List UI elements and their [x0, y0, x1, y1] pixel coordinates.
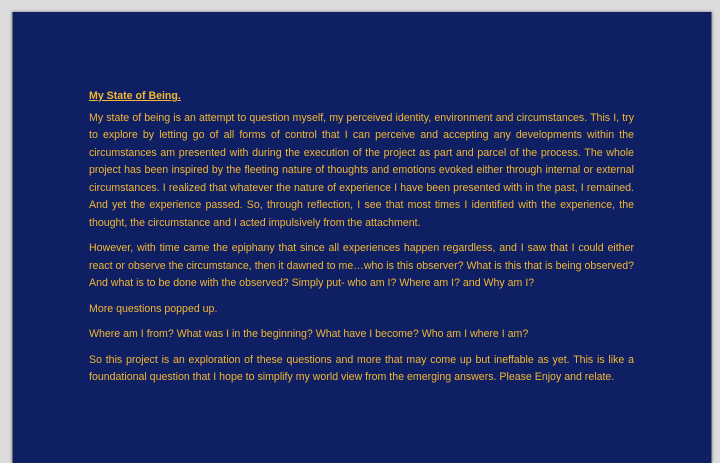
- document-page: [12, 12, 712, 463]
- paragraph-intro: My state of being is an attempt to question myself, my perceived identity, environment and circumstances. This I, try to explore by letting go of all forms of control that I can perceive and accepting any developments within the circumstances am presented with during the execution of the project as part and parcel of the process. The whole project has been inspired by the fleeting nature of thoughts and emotions evoked either through internal or external circumstances. I realized that whatever the nature of experience I have been presented with in the past, I remained. And yet the experience passed. So, through reflection, I see that most times I identified with the experience, the thought, the circumstance and I acted impulsively from the attachment.: [89, 111, 634, 229]
- paragraph-more-questions: More questions popped up.: [89, 302, 218, 315]
- document-body: [89, 88, 634, 395]
- document-title: My State of Being.: [89, 90, 181, 102]
- paragraph-conclusion: So this project is an exploration of these questions and more that may come up but ineffable as yet. This is like a foundational question that I hope to simplify my world view from the emerging answers. Please Enjoy and relate.: [89, 353, 634, 383]
- paragraph-epiphany: However, with time came the epiphany that since all experiences happen regardless, and I saw that I could either react or observe the circumstance, then it dawned to me…who is this observer? What is this that is being observed? And what is to be done with the observed? Simply put- who am I? Where am I? and Why am I?: [89, 242, 634, 289]
- paragraph-where-am-i: Where am I from? What was I in the beginning? What have I become? Who am I where I am?: [89, 328, 529, 340]
